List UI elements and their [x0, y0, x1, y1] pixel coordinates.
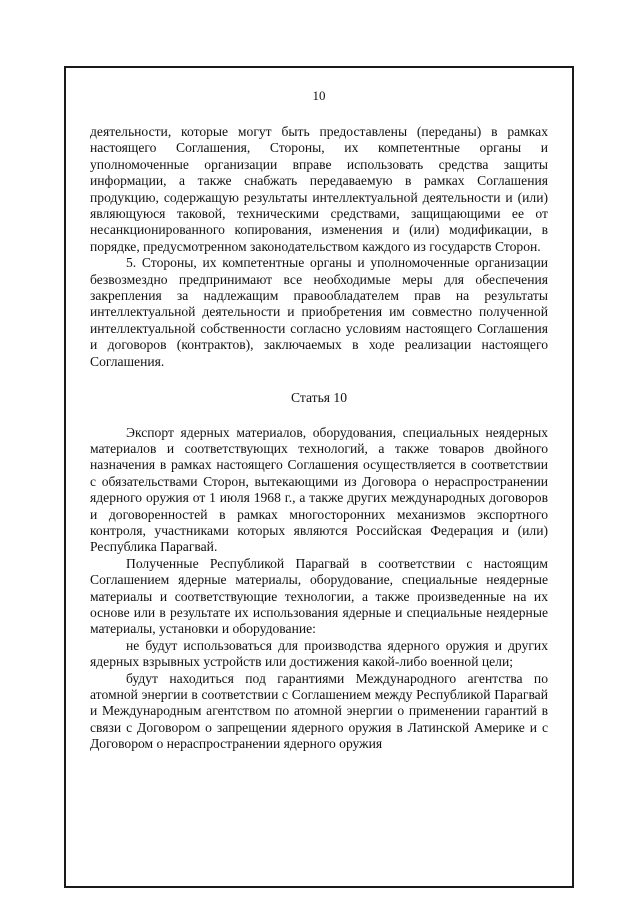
page-number: 10	[312, 88, 326, 103]
article-heading: Статья 10	[290, 390, 348, 406]
paragraph: деятельности, которые могут быть предоставлены (переданы) в рамках настоящего Соглашения, Стороны, их компетентные органы и уполномоченные организации вправе использовать средства защиты информации, а также снабжать передаваемую в рамках Соглашения продукцию, содержащую результаты интеллектуальной деятельности и (или) являющуюся таковой, техническими средствами, защищающими ее от несанкционированного копирования, изменения и (или) модификации, в порядке, предусмотренном законодательством каждого из государств Сторон.	[90, 124, 548, 254]
paragraph: не будут использоваться для производства ядерного оружия и других ядерных взрывных устройств или достижения какой-либо военной цели;	[90, 637, 548, 670]
paragraph: Экспорт ядерных материалов, оборудования, специальных неядерных материалов и соответствующих технологий, а также товаров двойного назначения в рамках настоящего Соглашения осуществляется в соответствии с обязательствами Сторон, вытекающими из Договора о нераспространении ядерного оружия от 1 июля 1968 г., а также других международных договоров и договоренностей в рамках многосторонних механизмов экспортного контроля, участниками которых являются Российская Федерация и (или) Республика Парагвай.	[90, 424, 548, 555]
document-body	[90, 124, 548, 753]
paragraph: будут находиться под гарантиями Международного агентства по атомной энергии в соответствии с Соглашением между Республикой Парагвай и Международным агентством по атомной энергии о применении гарантий в связи с Договором о запрещении ядерного оружия в Латинской Америке и с Договором о нераспространении ядерного оружия	[90, 670, 548, 752]
paragraph: Полученные Республикой Парагвай в соответствии с настоящим Соглашением ядерные материалы, оборудование, специальные неядерные материалы и соответствующие технологии, а также произведенные на их основе или в результате их использования ядерные и специальные неядерные материалы, установки и оборудование:	[90, 555, 548, 637]
paragraph: 5. Стороны, их компетентные органы и уполномоченные организации безвозмездно предпринимают все необходимые меры для обеспечения закрепления за надлежащим правообладателем прав на результаты интеллектуальной деятельности и приобретения им совместно полученной интеллектуальной собственности согласно условиям настоящего Соглашения и договоров (контрактов), заключаемых в ходе реализации настоящего Соглашения.	[90, 255, 548, 369]
page-frame	[64, 66, 574, 888]
